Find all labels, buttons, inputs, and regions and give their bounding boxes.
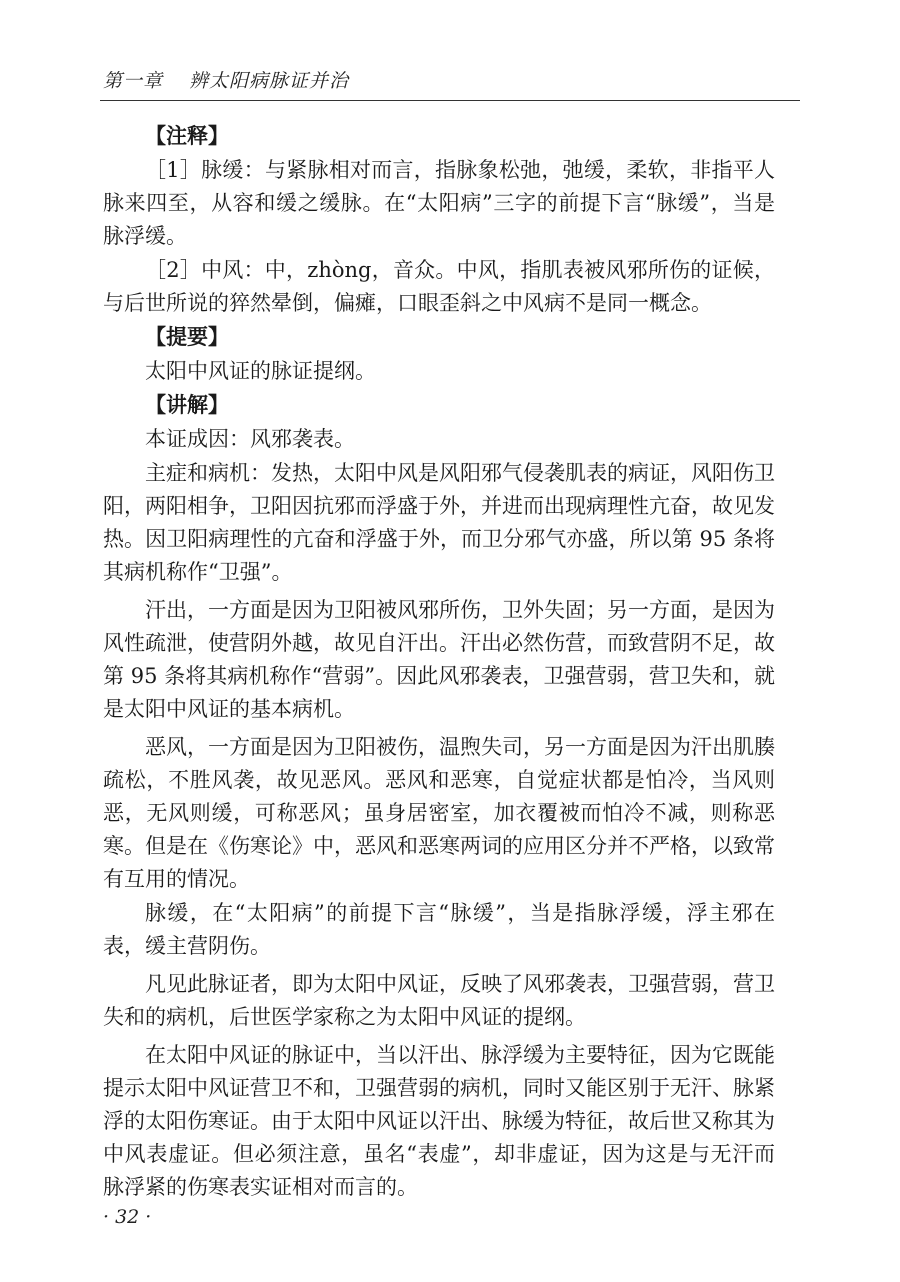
paragraph-fever: 主症和病机：发热，太阳中风是风阳邪气侵袭肌表的病证，风阳伤卫阳，两阳相争，卫阳因抗邪而浮盛于外，并进而出现病理性亢奋，故见发热。因卫阳病理性的亢奋和浮盛于外，而卫分邪气亦盛，所以第 95 条将其病机称作“卫强”。 [103, 461, 775, 584]
chapter-label: 第一章 [103, 70, 164, 92]
paragraph-pulse: 脉缓，在“太阳病”的前提下言“脉缓”，当是指脉浮缓，浮主邪在表，缓主营阴伤。 [103, 901, 775, 958]
summary-heading: 【提要】 [145, 325, 229, 349]
page-number: · 32 · [103, 1206, 152, 1228]
note-1: ［1］脉缓：与紧脉相对而言，指脉象松弛，弛缓，柔软，非指平人脉来四至，从容和缓之缓脉。在“太阳病”三字的前提下言“脉缓”，当是脉浮缓。 [103, 158, 775, 248]
paragraph-features: 在太阳中风证的脉证中，当以汗出、脉浮缓为主要特征，因为它既能提示太阳中风证营卫不和，卫强营弱的病机，同时又能区别于无汗、脉紧浮的太阳伤寒证。由于太阳中风证以汗出、脉缓为特征，故后世又称其为中风表虚证。但必须注意，虽名“表虚”，却非虚证，因为这是与无汗而脉浮紧的伤寒表实证相对而言的。 [103, 1043, 775, 1199]
notes-heading: 【注释】 [145, 124, 229, 148]
explanation-heading: 【讲解】 [145, 393, 229, 417]
running-head [103, 66, 349, 93]
header-rule [100, 100, 800, 101]
paragraph-cause: 本证成因：风邪袭表。 [145, 427, 355, 451]
summary-text: 太阳中风证的脉证提纲。 [145, 359, 376, 383]
paragraph-sweating: 汗出，一方面是因为卫阳被风邪所伤，卫外失固；另一方面，是因为风性疏泄，使营阴外越，故见自汗出。汗出必然伤营，而致营阴不足，故第 95 条将其病机称作“营弱”。因此风邪袭表，卫强营弱，营卫失和，就是太阳中风证的基本病机。 [103, 598, 775, 721]
note-2: ［2］中风：中，zhòng，音众。中风，指肌表被风邪所伤的证候，与后世所说的猝然晕倒，偏瘫，口眼歪斜之中风病不是同一概念。 [103, 258, 775, 315]
paragraph-outline: 凡见此脉证者，即为太阳中风证，反映了风邪袭表，卫强营弱，营卫失和的病机，后世医学家称之为太阳中风证的提纲。 [103, 972, 775, 1029]
paragraph-aversion-to-wind: 恶风，一方面是因为卫阳被伤，温煦失司，另一方面是因为汗出肌腠疏松，不胜风袭，故见恶风。恶风和恶寒，自觉症状都是怕冷，当风则恶，无风则缓，可称恶风；虽身居密室，加衣覆被而怕冷不减，则称恶寒。但是在《伤寒论》中，恶风和恶寒两词的应用区分并不严格，以致常有互用的情况。 [103, 735, 775, 891]
page-body [103, 120, 775, 1204]
chapter-title: 辨太阳病脉证并治 [189, 70, 350, 92]
